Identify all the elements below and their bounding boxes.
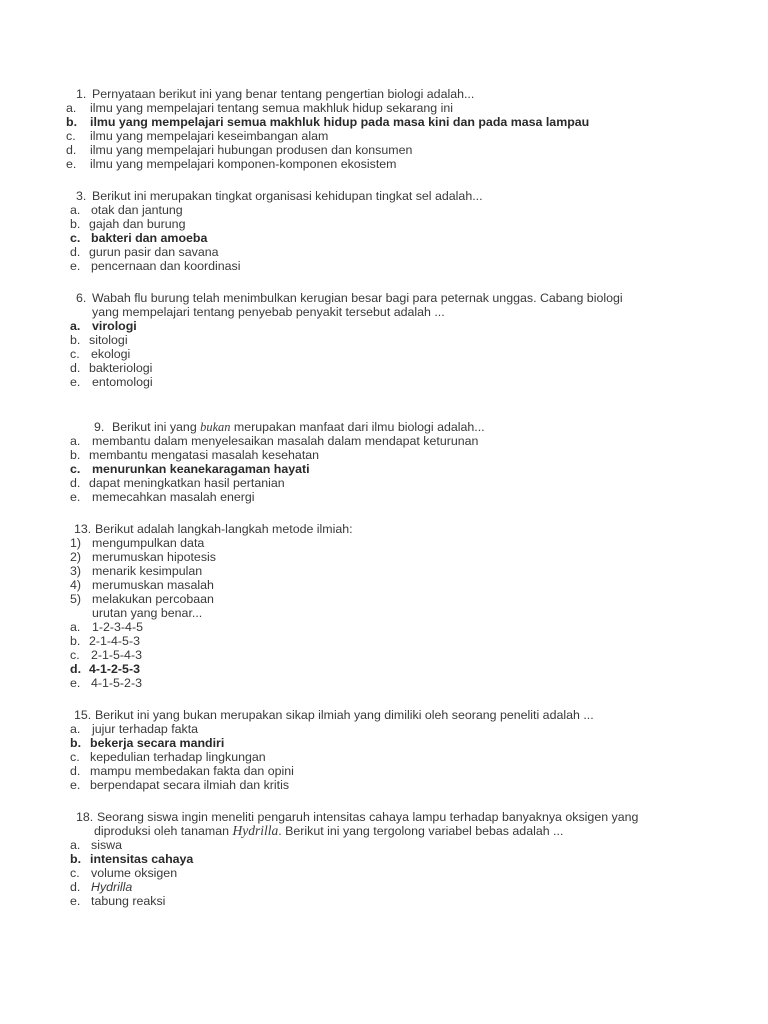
option-d: d. ilmu yang mempelajari hubungan produsen dan konsumen	[66, 143, 413, 157]
option-b-answer: b. intensitas cahaya	[70, 852, 194, 866]
question-stem-line-1: Wabah flu burung telah menimbulkan kerugian besar bagi para peternak unggas. Cabang biologi	[92, 291, 623, 305]
option-c-answer: c. bakteri dan amoeba	[70, 231, 208, 245]
step-item: 1) mengumpulkan data	[70, 536, 205, 550]
question-number: 15.	[74, 708, 92, 722]
option-e: e. pencernaan dan koordinasi	[70, 259, 241, 273]
option-d-answer: d. 4-1-2-5-3	[70, 662, 140, 676]
option-e: e. 4-1-5-2-3	[70, 676, 142, 690]
option-a: a. siswa	[70, 838, 122, 852]
option-d: d. Hydrilla	[70, 880, 133, 894]
option-c: c. ilmu yang mempelajari keseimbangan alam	[66, 129, 329, 143]
stem-emphasis: Hydrilla	[232, 823, 279, 838]
option-c: c. ekologi	[70, 347, 131, 361]
step-item: 2) merumuskan hipotesis	[70, 550, 216, 564]
option-a-answer: a. virologi	[70, 319, 137, 333]
question-stem: Berikut ini yang bukan merupakan sikap ilmiah yang dimiliki oleh seorang peneliti adalah ...	[95, 708, 594, 722]
option-e: e. tabung reaksi	[70, 894, 166, 908]
option-a: a. 1-2-3-4-5	[70, 620, 143, 634]
option-a: a. ilmu yang mempelajari tentang semua makhluk hidup sekarang ini	[66, 101, 453, 115]
option-e: e. berpendapat secara ilmiah dan kritis	[70, 778, 290, 792]
option-b: b. membantu mengatasi masalah kesehatan	[70, 448, 320, 462]
step-item: 4) merumuskan masalah	[70, 578, 214, 592]
option-a: a. membantu dalam menyelesaikan masalah dalam mendapat keturunan	[70, 434, 479, 448]
option-e: e. ilmu yang mempelajari komponen-komponen ekosistem	[66, 157, 397, 171]
option-e: e. memecahkan masalah energi	[70, 490, 255, 504]
option-e: e. entomologi	[70, 375, 153, 389]
question-stem: Berikut ini merupakan tingkat organisasi kehidupan tingkat sel adalah...	[92, 189, 483, 203]
question-number: 6.	[76, 291, 87, 305]
option-b: b. 2-1-4-5-3	[70, 634, 140, 648]
option-c: c. 2-1-5-4-3	[70, 648, 142, 662]
question-stem-line-1: Seorang siswa ingin meneliti pengaruh intensitas cahaya lampu terhadap banyaknya oksigen yang	[97, 810, 639, 824]
option-b-answer: b. bekerja secara mandiri	[70, 736, 225, 750]
order-prompt: urutan yang benar...	[92, 606, 203, 620]
question-number: 9.	[94, 420, 105, 434]
question-stem-line-2: diproduksi oleh tanaman Hydrilla. Berikut ini yang tergolong variabel bebas adalah ...	[94, 823, 564, 838]
option-b: b. sitologi	[70, 333, 128, 347]
stem-emphasis: bukan	[200, 420, 231, 434]
step-item: 3) menarik kesimpulan	[70, 564, 203, 578]
question-stem: Berikut ini yang bukan merupakan manfaat dari ilmu biologi adalah...	[112, 420, 485, 434]
option-a: a. otak dan jantung	[70, 203, 183, 217]
option-d: d. mampu membedakan fakta dan opini	[70, 764, 294, 778]
question-number: 18.	[76, 810, 94, 824]
question-stem-line-2: yang mempelajari tentang penyebab penyakit tersebut adalah ...	[92, 305, 445, 319]
option-c: c. kepedulian terhadap lingkungan	[70, 750, 266, 764]
option-c-answer: c. menurunkan keanekaragaman hayati	[70, 462, 310, 476]
question-number: 3.	[76, 189, 87, 203]
option-a: a. jujur terhadap fakta	[70, 722, 199, 736]
step-item: 5) melakukan percobaan	[70, 592, 214, 606]
question-number: 13.	[74, 522, 92, 536]
question-number: 1.	[76, 87, 87, 101]
option-d: d. bakteriologi	[70, 361, 153, 375]
option-d: d. gurun pasir dan savana	[70, 245, 219, 259]
option-b-answer: b. ilmu yang mempelajari semua makhluk hidup pada masa kini dan pada masa lampau	[66, 115, 590, 129]
question-stem: Berikut adalah langkah-langkah metode ilmiah:	[95, 522, 353, 536]
question-stem: Pernyataan berikut ini yang benar tentang pengertian biologi adalah...	[92, 87, 475, 101]
option-b: b. gajah dan burung	[70, 217, 186, 231]
option-c: c. volume oksigen	[70, 866, 178, 880]
option-d: d. dapat meningkatkan hasil pertanian	[70, 476, 285, 490]
